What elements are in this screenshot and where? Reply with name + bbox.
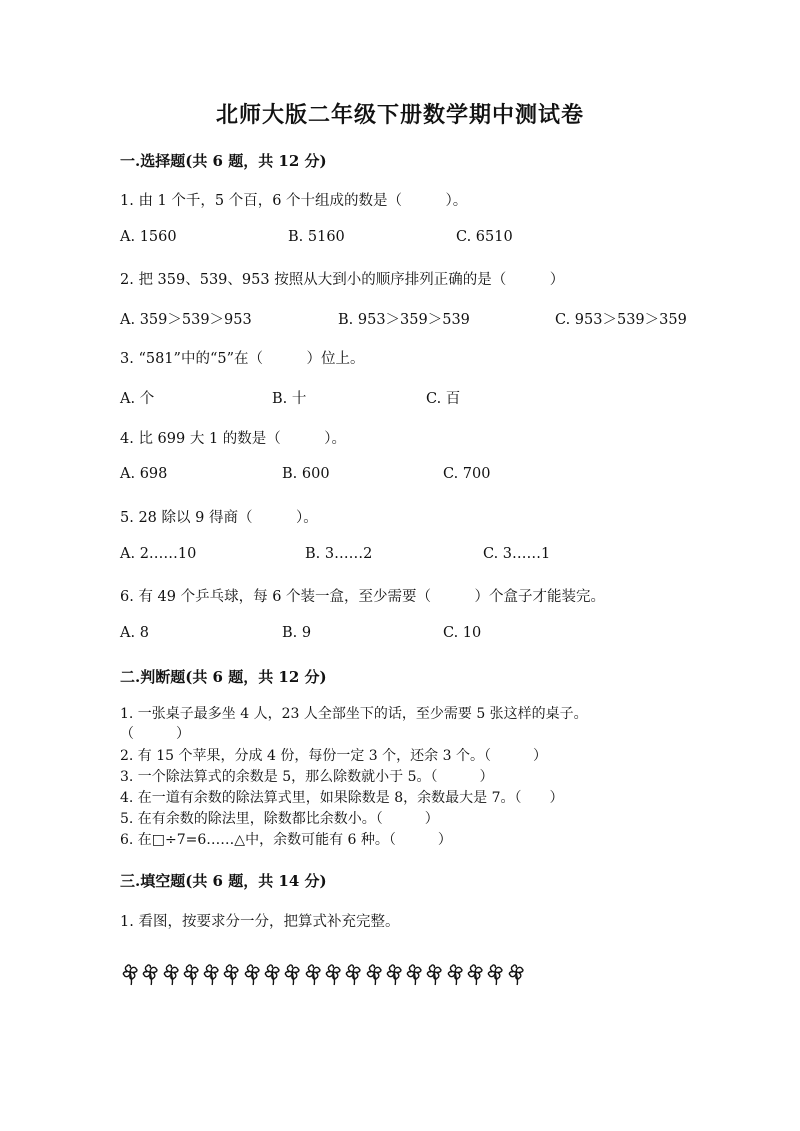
question-stem: 4. 比 699 大 1 的数是（ ）。 [120, 431, 347, 447]
clover-icon [323, 962, 343, 986]
option-b: B. 十 [272, 391, 307, 407]
clover-icon [445, 962, 465, 986]
clover-icon [262, 962, 282, 986]
clover-icon [282, 962, 302, 986]
judgment-line: 6. 在□÷7=6……△中，余数可能有 6 种。（ ） [120, 832, 452, 848]
option-a: A. 1560 [120, 229, 177, 245]
option-b: B. 600 [282, 466, 330, 482]
question-stem: 3. “581”中的“5”在（ ）位上。 [120, 351, 365, 367]
clover-icon [343, 962, 363, 986]
clover-icon [506, 962, 526, 986]
option-a: A. 个 [120, 391, 155, 407]
option-b: B. 9 [282, 625, 312, 641]
clover-icon [140, 962, 160, 986]
option-a: A. 8 [120, 625, 149, 641]
question-stem: 5. 28 除以 9 得商（ ）。 [120, 510, 318, 526]
option-a: A. 698 [120, 466, 168, 482]
page-title: 北师大版二年级下册数学期中测试卷 [215, 102, 584, 128]
section-heading-fill: 三.填空题(共 6 题，共 14 分) [120, 872, 327, 890]
judgment-line: 4. 在一道有余数的除法算式里，如果除数是 8，余数最大是 7。（ ） [120, 790, 564, 806]
clover-icon [404, 962, 424, 986]
section-heading-judgment: 二.判断题(共 6 题，共 12 分) [120, 668, 327, 686]
judgment-answer-blank: （ ） [120, 726, 190, 742]
clover-icon [424, 962, 444, 986]
option-c: C. 700 [443, 466, 491, 482]
judgment-line: 1. 一张桌子最多坐 4 人，23 人全部坐下的话，至少需要 5 张这样的桌子。 [120, 706, 588, 722]
section-heading-choice: 一.选择题(共 6 题，共 12 分) [120, 152, 327, 170]
clover-icon [242, 962, 262, 986]
clover-icon [465, 962, 485, 986]
option-c: C. 6510 [456, 229, 513, 245]
clover-icon [485, 962, 505, 986]
option-b: B. 953＞359＞539 [338, 312, 470, 328]
clover-icon [181, 962, 201, 986]
clover-icon [221, 962, 241, 986]
option-a: A. 359＞539＞953 [120, 312, 252, 328]
clover-icon [384, 962, 404, 986]
judgment-line: 5. 在有余数的除法里，除数都比余数小。（ ） [120, 811, 439, 827]
question-stem: 2. 把 359、539、953 按照从大到小的顺序排列正确的是（ ） [120, 272, 565, 288]
option-a: A. 2……10 [120, 546, 197, 562]
question-stem: 1. 由 1 个千，5 个百，6 个十组成的数是（ ）。 [120, 193, 468, 209]
option-b: B. 5160 [288, 229, 345, 245]
clover-icon [364, 962, 384, 986]
option-c: C. 百 [426, 391, 461, 407]
clover-icon [161, 962, 181, 986]
judgment-line: 3. 一个除法算式的余数是 5，那么除数就小于 5。（ ） [120, 769, 494, 785]
clover-icon [303, 962, 323, 986]
option-c: C. 953＞539＞359 [555, 312, 687, 328]
clover-icon [120, 962, 140, 986]
question-stem: 6. 有 49 个乒乓球，每 6 个装一盒，至少需要（ ）个盒子才能装完。 [120, 589, 606, 605]
judgment-line: 2. 有 15 个苹果，分成 4 份，每份一定 3 个，还余 3 个。（ ） [120, 748, 547, 764]
clover-icon [201, 962, 221, 986]
option-c: C. 10 [443, 625, 482, 641]
option-c: C. 3……1 [483, 546, 551, 562]
question-stem: 1. 看图，按要求分一分，把算式补充完整。 [120, 914, 400, 930]
clover-row [120, 962, 526, 986]
option-b: B. 3……2 [305, 546, 373, 562]
